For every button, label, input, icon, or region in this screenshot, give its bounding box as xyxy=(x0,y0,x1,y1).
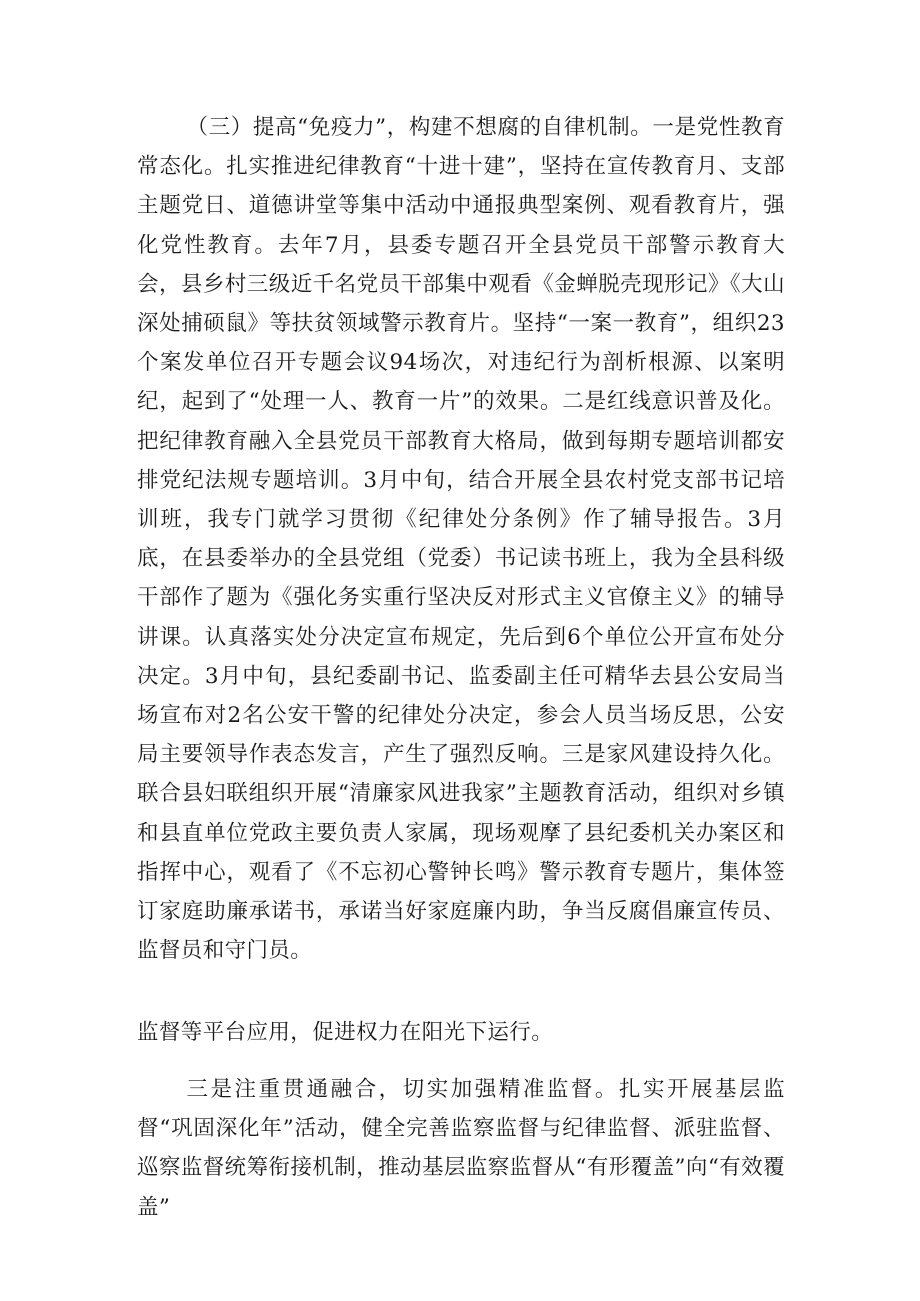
document-body-section-2 xyxy=(137,1013,785,1052)
document-body-section-3 xyxy=(137,1070,785,1227)
paragraph-power-in-sunlight: 监督等平台应用，促进权力在阳光下运行。 xyxy=(137,1020,554,1045)
paragraph-precise-supervision: 三是注重贯通融合，切实加强精准监督。扎实开展基层监督“巩固深化年”活动，健全完善监察监督与纪律监督、派驻监督、巡察监督统筹衔接机制，推动基层监察监督从“有形覆盖”向“有效覆盖” xyxy=(137,1077,785,1220)
paragraph-self-discipline-mechanism: （三）提高“免疫力”，构建不想腐的自律机制。一是党性教育常态化。扎实推进纪律教育“十进十建”，坚持在宣传教育月、支部主题党日、道德讲堂等集中活动中通报典型案例、观看教育片，强化党性教育。去年7月，县委专题召开全县党员干部警示教育大会，县乡村三级近千名党员干部集中观看《金蝉脱壳现形记》《大山深处捕硕鼠》等扶贫领域警示教育片。坚持“一案一教育”，组织23个案发单位召开专题会议94场次，对违纪行为剖析根源、以案明纪，起到了“处理一人、教育一片”的效果。二是红线意识普及化。把纪律教育融入全县党员干部教育大格局，做到每期专题培训都安排党纪法规专题培训。3月中旬，结合开展全县农村党支部书记培训班，我专门就学习贯彻《纪律处分条例》作了辅导报告。3月底，在县委举办的全县党组（党委）书记读书班上，我为全县科级干部作了题为《强化务实重行坚决反对形式主义官僚主义》的辅导讲课。认真落实处分决定宣布规定，先后到6个单位公开宣布处分决定。3月中旬，县纪委副书记、监委副主任可精华去县公安局当场宣布对2名公安干警的纪律处分决定，参会人员当场反思，公安局主要领导作表态发言，产生了强烈反响。三是家风建设持久化。联合县妇联组织开展“清廉家风进我家”主题教育活动，组织对乡镇和县直单位党政主要负责人家属，现场观摩了县纪委机关办案区和指挥中心，观看了《不忘初心警钟长鸣》警示教育专题片，集体签订家庭助廉承诺书，承诺当好家庭廉内助，争当反腐倡廉宣传员、监督员和守门员。 xyxy=(137,115,785,964)
document-body-section-1 xyxy=(137,108,785,970)
